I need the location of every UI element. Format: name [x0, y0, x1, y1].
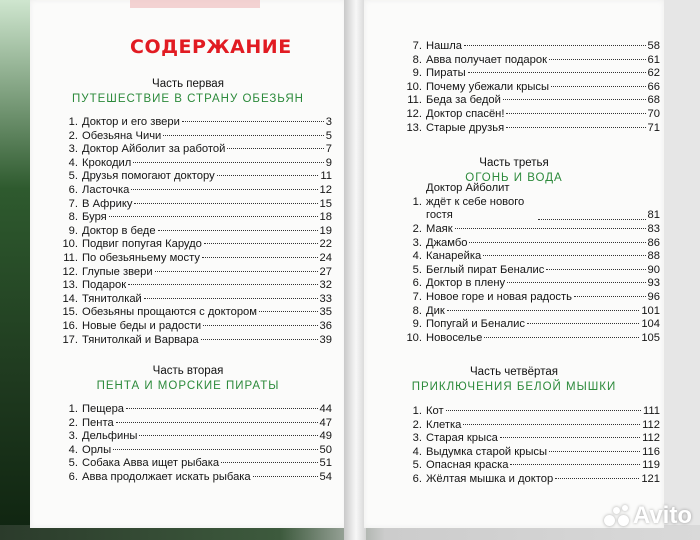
chapter-page-number: 112 [642, 432, 660, 445]
toc-entry [60, 184, 332, 198]
chapter-number: 4. [412, 445, 422, 458]
toc-entry [404, 332, 660, 346]
dot-leader [109, 216, 318, 217]
chapter-page-number: 71 [647, 121, 660, 134]
chapter-number: 7. [412, 290, 422, 303]
chapter-page-number: 88 [647, 250, 660, 263]
chapter-page-number: 36 [319, 319, 332, 332]
chapter-title: Дельфины [82, 430, 138, 443]
chapter-page-number: 51 [319, 457, 332, 470]
chapter-page-number: 12 [319, 183, 332, 196]
chapter-title: Тянитолкай [82, 292, 142, 305]
chapter-title: Жёлтая мышка и доктор [426, 472, 554, 485]
chapter-page-number: 62 [647, 67, 660, 80]
chapter-number: 6. [412, 472, 422, 485]
chapter-number: 9. [68, 224, 78, 237]
chapter-page-number: 15 [319, 197, 332, 210]
dot-leader [133, 162, 324, 163]
chapter-number: 3. [412, 432, 422, 445]
chapter-number: 6. [412, 277, 422, 290]
chapter-number: 12. [62, 265, 78, 278]
dot-leader [227, 148, 323, 149]
chapter-number: 13. [406, 121, 422, 134]
dot-leader [163, 135, 323, 136]
toc-entry [404, 250, 660, 264]
toc-entry [404, 237, 660, 251]
chapter-page-number: 58 [647, 40, 660, 52]
chapter-title: Доктор Айболит за работой [82, 143, 226, 156]
chapter-page-number: 50 [319, 443, 332, 456]
chapter-title: Попугай и Беналис [426, 318, 526, 331]
left-page [30, 0, 346, 528]
chapter-page-number: 24 [319, 251, 332, 264]
chapter-page-number: 66 [647, 80, 660, 93]
chapter-number: 9. [412, 67, 422, 80]
dot-leader [464, 45, 646, 46]
toc-entry [60, 116, 332, 130]
part-4-chapter-list [404, 405, 660, 487]
toc-entry [404, 264, 660, 278]
chapter-number: 5. [68, 170, 78, 183]
chapter-number: 2. [412, 223, 422, 235]
toc-entry [60, 225, 332, 239]
chapter-number: 6. [68, 470, 78, 483]
part-1-chapter-list [60, 116, 332, 347]
chapter-page-number: 47 [319, 416, 332, 429]
chapter-number: 1. [68, 403, 78, 415]
chapter-title: Маяк [426, 223, 453, 235]
chapter-title: Почему убежали крысы [426, 80, 550, 93]
dot-leader [113, 449, 317, 450]
chapter-page-number: 112 [642, 418, 660, 431]
chapter-title: Тянитолкай и Варвара [82, 333, 199, 346]
dot-leader [202, 257, 318, 258]
chapter-number: 2. [68, 416, 78, 429]
part-2-chapter-list-a [60, 403, 332, 485]
dot-leader [527, 323, 639, 324]
chapter-number: 10. [406, 331, 422, 344]
chapter-page-number: 81 [647, 209, 660, 222]
dot-leader [447, 310, 640, 311]
chapter-title: Беглый пират Беналис [426, 263, 545, 276]
chapter-title: Новоселье [426, 331, 483, 344]
chapter-title: Опасная краска [426, 459, 509, 472]
chapter-number: 5. [68, 457, 78, 470]
toc-entry [60, 417, 332, 431]
dot-leader [259, 311, 318, 312]
chapter-page-number: 70 [647, 107, 660, 120]
dot-leader [549, 451, 640, 452]
chapter-number: 8. [68, 211, 78, 224]
chapter-number: 3. [68, 430, 78, 443]
chapter-page-number: 83 [647, 223, 660, 235]
toc-entry [404, 54, 660, 68]
dot-leader [221, 462, 317, 463]
dot-leader [484, 337, 639, 338]
chapter-title: Кот [426, 405, 444, 417]
dot-leader [158, 230, 318, 231]
dot-leader [253, 476, 318, 477]
chapter-title: Авва продолжает искать рыбака [82, 470, 251, 483]
toc-entry [60, 170, 332, 184]
chapter-title: Старая крыса [426, 432, 498, 445]
chapter-page-number: 18 [319, 211, 332, 224]
chapter-title: В Африку [82, 197, 133, 210]
chapter-number: 1. [412, 405, 422, 417]
chapter-page-number: 3 [325, 116, 332, 128]
chapter-title: Нашла [426, 40, 463, 52]
toc-entry [60, 444, 332, 458]
part-4-title: ПРИКЛЮЧЕНИЯ БЕЛОЙ МЫШКИ [411, 381, 617, 393]
dot-leader [155, 271, 318, 272]
part-1-label: Часть первая [152, 78, 224, 90]
chapter-title: Выдумка старой крысы [426, 445, 548, 458]
chapter-page-number: 116 [642, 445, 660, 458]
chapter-title: Доктор в беде [82, 224, 156, 237]
chapter-title: Доктор и его звери [82, 116, 180, 128]
toc-entry [404, 223, 660, 237]
chapter-number: 7. [68, 197, 78, 210]
chapter-title: Обезьяна Чичи [82, 129, 162, 142]
chapter-page-number: 39 [319, 333, 332, 346]
dot-leader [538, 219, 646, 220]
chapter-title: Новые беды и радости [82, 319, 202, 332]
dot-leader [217, 175, 319, 176]
toc-entry [404, 446, 660, 460]
chapter-page-number: 22 [319, 238, 332, 251]
avito-watermark [604, 502, 692, 530]
dot-leader [468, 72, 646, 73]
dot-leader [204, 243, 318, 244]
chapter-title: Глупые звери [82, 265, 153, 278]
chapter-page-number: 68 [647, 94, 660, 107]
bleed-through [130, 0, 260, 8]
chapter-title: Крокодил [82, 156, 132, 169]
chapter-title: Орлы [82, 443, 112, 456]
chapter-number: 11. [407, 94, 422, 107]
chapter-number: 10. [62, 238, 78, 251]
part-2-label: Часть вторая [152, 365, 224, 377]
dot-leader [500, 437, 640, 438]
chapter-number: 4. [68, 443, 78, 456]
dot-leader [503, 99, 646, 100]
dot-leader [116, 422, 318, 423]
chapter-number: 8. [412, 53, 422, 66]
chapter-number: 16. [62, 319, 78, 332]
toc-entry [404, 473, 660, 487]
toc-entry [60, 238, 332, 252]
chapter-number: 1. [412, 196, 422, 208]
book-spine [344, 0, 366, 540]
chapter-page-number: 44 [319, 403, 332, 415]
toc-entry [60, 252, 332, 266]
chapter-page-number: 96 [647, 290, 660, 303]
page-title: СОДЕРЖАНИЕ [130, 36, 292, 58]
chapter-page-number: 101 [641, 304, 660, 317]
dot-leader [126, 408, 318, 409]
toc-entry [404, 40, 660, 54]
dot-leader [506, 127, 645, 128]
chapter-title: Канарейка [426, 250, 482, 263]
dot-leader [446, 410, 641, 411]
toc-entry [404, 81, 660, 95]
chapter-title: Доктор спасён! [426, 107, 505, 120]
chapter-title: Доктор Айболит ждёт к себе нового гостя [426, 182, 525, 222]
chapter-number: 3. [412, 236, 422, 249]
toc-entry [60, 430, 332, 444]
chapter-page-number: 90 [647, 263, 660, 276]
toc-entry [60, 130, 332, 144]
toc-entry [404, 182, 660, 223]
chapter-title: Клетка [426, 418, 462, 431]
chapter-page-number: 93 [647, 277, 660, 290]
part-2-chapter-list-b [404, 40, 660, 135]
chapter-number: 5. [412, 459, 422, 472]
toc-entry [404, 305, 660, 319]
avito-logo-icon [604, 505, 630, 527]
chapter-number: 10. [406, 80, 422, 93]
chapter-number: 14. [62, 292, 78, 305]
toc-entry [60, 457, 332, 471]
dot-leader [510, 464, 640, 465]
chapter-title: Дик [426, 304, 445, 317]
chapter-page-number: 86 [647, 236, 660, 249]
chapter-page-number: 61 [647, 53, 660, 66]
toc-entry [404, 67, 660, 81]
dot-leader [507, 282, 645, 283]
chapter-title: Подвиг попугая Карудо [82, 238, 202, 251]
chapter-number: 4. [68, 156, 78, 169]
dot-leader [551, 86, 645, 87]
chapter-title: Друзья помогают доктору [82, 170, 215, 183]
toc-entry [404, 108, 660, 122]
chapter-number: 5. [412, 263, 422, 276]
dot-leader [574, 296, 646, 297]
toc-entry [60, 157, 332, 171]
dot-leader [463, 424, 640, 425]
dot-leader [131, 189, 317, 190]
chapter-page-number: 32 [319, 279, 332, 292]
chapter-number: 17. [62, 333, 78, 346]
chapter-number: 2. [68, 129, 78, 142]
part-3-title: ОГОНЬ И ВОДА [465, 172, 563, 184]
toc-entry [404, 94, 660, 108]
chapter-number: 3. [68, 143, 78, 156]
chapter-title: Авва получает подарок [426, 53, 547, 66]
chapter-title: Буря [82, 211, 107, 224]
part-3-chapter-list [404, 182, 660, 345]
dot-leader [201, 339, 318, 340]
dot-leader [506, 113, 645, 114]
book-cover-edge [0, 0, 30, 540]
chapter-title: Пираты [426, 67, 466, 80]
dot-leader [469, 242, 645, 243]
chapter-number: 12. [406, 107, 422, 120]
part-3-label: Часть третья [479, 157, 549, 169]
dot-leader [144, 298, 318, 299]
part-1-title: ПУТЕШЕСТВИЕ В СТРАНУ ОБЕЗЬЯН [72, 93, 304, 105]
dot-leader [483, 255, 645, 256]
chapter-page-number: 33 [319, 292, 332, 305]
chapter-number: 11. [63, 251, 78, 264]
toc-entry [404, 318, 660, 332]
toc-entry [404, 122, 660, 136]
toc-entry [60, 320, 332, 334]
chapter-page-number: 105 [641, 331, 660, 344]
chapter-number: 15. [62, 306, 78, 319]
chapter-number: 4. [412, 250, 422, 263]
chapter-page-number: 119 [642, 459, 660, 472]
dot-leader [139, 435, 317, 436]
chapter-number: 6. [68, 183, 78, 196]
toc-entry [404, 459, 660, 473]
toc-entry [60, 471, 332, 485]
toc-entry [60, 293, 332, 307]
toc-entry [404, 291, 660, 305]
toc-entry [60, 334, 332, 348]
chapter-number: 9. [412, 318, 422, 331]
chapter-page-number: 54 [319, 470, 332, 483]
chapter-title: Доктор в плену [426, 277, 506, 290]
chapter-title: Пещера [82, 403, 125, 415]
dot-leader [455, 228, 646, 229]
dot-leader [546, 269, 645, 270]
chapter-page-number: 49 [319, 430, 332, 443]
chapter-page-number: 27 [319, 265, 332, 278]
toc-entry [60, 143, 332, 157]
chapter-number: 1. [68, 116, 78, 128]
chapter-number: 13. [62, 279, 78, 292]
dot-leader [182, 121, 324, 122]
chapter-title: Беда за бедой [426, 94, 501, 107]
toc-entry [60, 279, 332, 293]
chapter-page-number: 111 [642, 405, 660, 417]
toc-entry [404, 419, 660, 433]
chapter-page-number: 104 [641, 318, 660, 331]
toc-entry [60, 266, 332, 280]
toc-entry [404, 432, 660, 446]
chapter-page-number: 11 [320, 170, 332, 183]
chapter-page-number: 19 [319, 224, 332, 237]
dot-leader [134, 203, 317, 204]
chapter-title: Новое горе и новая радость [426, 290, 572, 303]
dot-leader [203, 325, 317, 326]
toc-entry [404, 277, 660, 291]
watermark-text: Avito [632, 502, 692, 529]
chapter-page-number: 7 [325, 143, 332, 156]
toc-entry [60, 306, 332, 320]
part-4-label: Часть четвёртая [470, 366, 558, 378]
chapter-title: Собака Авва ищет рыбака [82, 457, 220, 470]
dot-leader [128, 284, 317, 285]
part-2-title: ПЕНТА И МОРСКИЕ ПИРАТЫ [96, 380, 280, 392]
chapter-title: Пента [82, 416, 114, 429]
chapter-number: 8. [412, 304, 422, 317]
chapter-title: Ласточка [82, 183, 130, 196]
chapter-title: Подарок [82, 279, 127, 292]
toc-entry [404, 405, 660, 419]
chapter-page-number: 121 [641, 472, 660, 485]
chapter-page-number: 35 [319, 306, 332, 319]
chapter-title: Обезьяны прощаются с доктором [82, 306, 257, 319]
chapter-title: По обезьяньему мосту [82, 251, 200, 264]
chapter-title: Джамбо [426, 236, 468, 249]
right-page [364, 0, 664, 528]
toc-entry [60, 211, 332, 225]
chapter-page-number: 9 [325, 156, 332, 169]
toc-entry [60, 403, 332, 417]
chapter-number: 2. [412, 418, 422, 431]
chapter-page-number: 5 [325, 129, 332, 142]
dot-leader [555, 478, 639, 479]
chapter-number: 7. [412, 40, 422, 52]
toc-entry [60, 198, 332, 212]
chapter-title: Старые друзья [426, 121, 505, 134]
dot-leader [549, 59, 646, 60]
